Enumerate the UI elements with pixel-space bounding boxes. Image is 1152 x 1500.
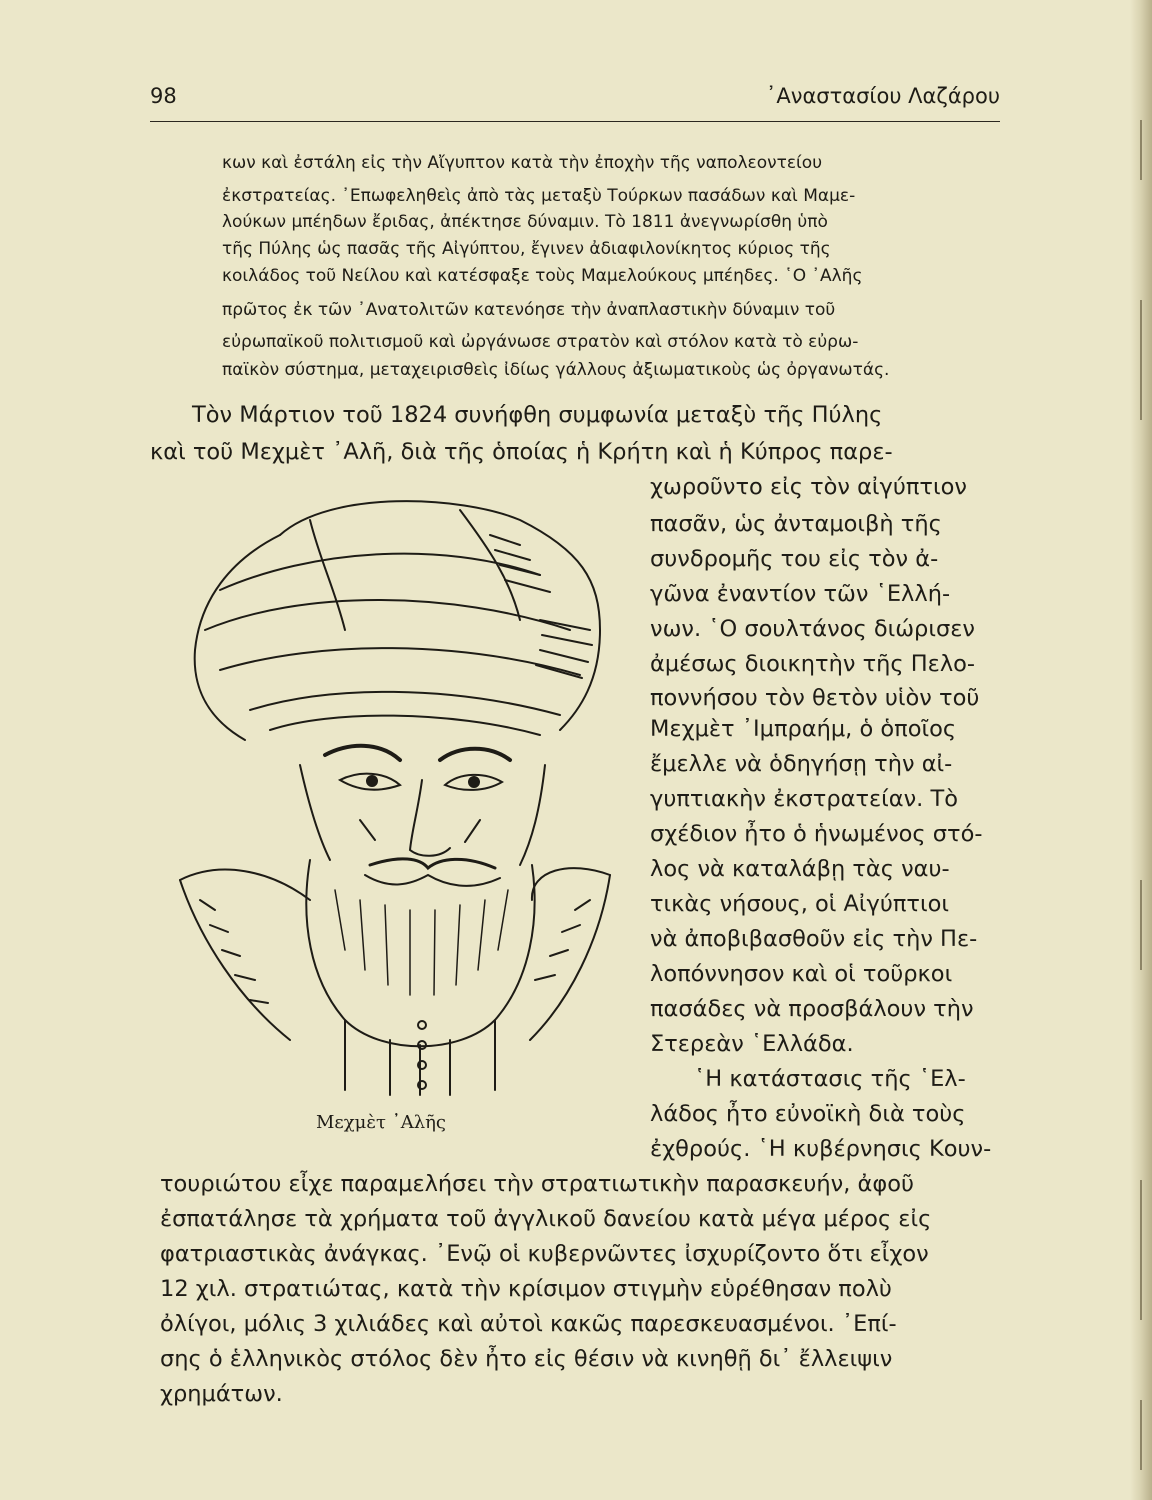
- text-line: χρημάτων.: [160, 1381, 283, 1407]
- text-line: ἔμελλε νὰ ὁδηγήσῃ τὴν αἰ-: [650, 751, 953, 777]
- text-line: πρῶτος ἐκ τῶν ᾿Ανατολιτῶν κατενόησε τὴν ἀναπλαστικὴν δύναμιν τοῦ: [222, 300, 836, 320]
- text-line: Στερεὰν ῾Ελλάδα.: [650, 1031, 854, 1057]
- text-line: ἐκστρατείας. ᾿Επωφεληθεὶς ἀπὸ τὰς μεταξὺ Τούρκων πασάδων καὶ Μαμε-: [222, 186, 856, 206]
- page-number: 98: [150, 84, 177, 108]
- text-line: ἐχθρούς. ῾Η κυβέρνησις Κουν-: [650, 1136, 992, 1162]
- text-line: νὰ ἀποβιβασθοῦν εἰς τὴν Πε-: [650, 926, 978, 952]
- text-line: Μεχμὲτ ᾿Ιμπραήμ, ὁ ὁποῖος: [650, 716, 957, 742]
- text-line: Τὸν Μάρτιον τοῦ 1824 συνήφθη συμφωνία μεταξὺ τῆς Πύλης: [192, 402, 883, 428]
- text-line: ἀμέσως διοικητὴν τῆς Πελο-: [650, 651, 976, 677]
- text-line: συνδρομῆς του εἰς τὸν ἀ-: [650, 546, 939, 572]
- text-line: χωροῦντο εἰς τὸν αἰγύπτιον: [650, 474, 967, 500]
- text-line: καὶ τοῦ Μεχμὲτ ᾿Αλῆ, διὰ τῆς ὁποίας ἡ Κρήτη καὶ ἡ Κύπρος παρε-: [150, 439, 893, 465]
- text-line: παϊκὸν σύστημα, μεταχειρισθεὶς ἰδίως γάλλους ἀξιωματικοὺς ὡς ὀργανωτάς.: [222, 360, 890, 380]
- page-header: [150, 84, 1000, 114]
- running-title: ᾿Αναστασίου Λαζάρου: [765, 84, 1000, 108]
- portrait-caption: Μεχμὲτ ᾿Αλῆς: [316, 1112, 446, 1133]
- header-rule: [150, 121, 1000, 122]
- text-line: φατριαστικὰς ἀνάγκας. ᾿Ενῷ οἱ κυβερνῶντες ἰσχυρίζοντο ὅτι εἶχον: [160, 1241, 929, 1267]
- text-line: νων. ῾Ο σουλτάνος διώρισεν: [650, 616, 975, 642]
- text-line: λούκων μπέηδων ἔριδας, ἀπέκτησε δύναμιν. Τὸ 1811 ἀνεγνωρίσθη ὑπὸ: [222, 212, 828, 232]
- text-line: λοπόννησον καὶ οἱ τοῦρκοι: [650, 961, 953, 987]
- text-line: ῾Η κατάστασις τῆς ῾Ελ-: [694, 1066, 966, 1092]
- text-line: κοιλάδος τοῦ Νείλου καὶ κατέσφαξε τοὺς Μαμελούκους μπέηδες. ῾Ο ᾿Αλῆς: [222, 266, 863, 286]
- text-line: πασᾶν, ὡς ἀνταμοιβὴ τῆς: [650, 511, 942, 537]
- text-line: γυπτιακὴν ἐκστρατείαν. Τὸ: [650, 786, 958, 812]
- text-line: λος νὰ καταλάβῃ τὰς ναυ-: [650, 856, 950, 882]
- portrait-illustration: [160, 480, 630, 1100]
- text-line: λάδος ἦτο εὐνοϊκὴ διὰ τοὺς: [650, 1101, 966, 1127]
- text-line: σης ὁ ἑλληνικὸς στόλος δὲν ἦτο εἰς θέσιν νὰ κινηθῇ δι᾿ ἔλλειψιν: [160, 1346, 893, 1372]
- text-line: γῶνα ἐναντίον τῶν ῾Ελλή-: [650, 581, 951, 607]
- text-line: 12 χιλ. στρατιώτας, κατὰ τὴν κρίσιμον στιγμὴν εὑρέθησαν πολὺ: [160, 1276, 892, 1302]
- text-line: ὀλίγοι, μόλις 3 χιλιάδες καὶ αὐτοὶ κακῶς παρεσκευασμένοι. ᾿Επί-: [160, 1311, 897, 1337]
- text-line: ἐσπατάλησε τὰ χρήματα τοῦ ἀγγλικοῦ δανείου κατὰ μέγα μέρος εἰς: [160, 1206, 932, 1232]
- text-line: σχέδιον ἦτο ὁ ἡνωμένος στό-: [650, 821, 983, 847]
- text-line: τικὰς νήσους, οἱ Αἰγύπτιοι: [650, 891, 949, 917]
- text-line: κων καὶ ἐστάλη εἰς τὴν Αἴγυπτον κατὰ τὴν ἐποχὴν τῆς ναπολεοντείου: [222, 153, 823, 173]
- text-line: εὐρωπαϊκοῦ πολιτισμοῦ καὶ ὠργάνωσε στρατὸν καὶ στόλον κατὰ τὸ εὐρω-: [222, 332, 859, 352]
- text-line: πασάδες νὰ προσβάλουν τὴν: [650, 996, 974, 1022]
- text-line: τουριώτου εἶχε παραμελήσει τὴν στρατιωτικὴν παρασκευήν, ἀφοῦ: [160, 1171, 915, 1197]
- page-edge-shadow: [1130, 0, 1152, 1500]
- text-line: τῆς Πύλης ὡς πασᾶς τῆς Αἰγύπτου, ἔγινεν ἀδιαφιλονίκητος κύριος τῆς: [222, 239, 831, 259]
- text-line: ποννήσου τὸν θετὸν υἱὸν τοῦ: [650, 685, 980, 711]
